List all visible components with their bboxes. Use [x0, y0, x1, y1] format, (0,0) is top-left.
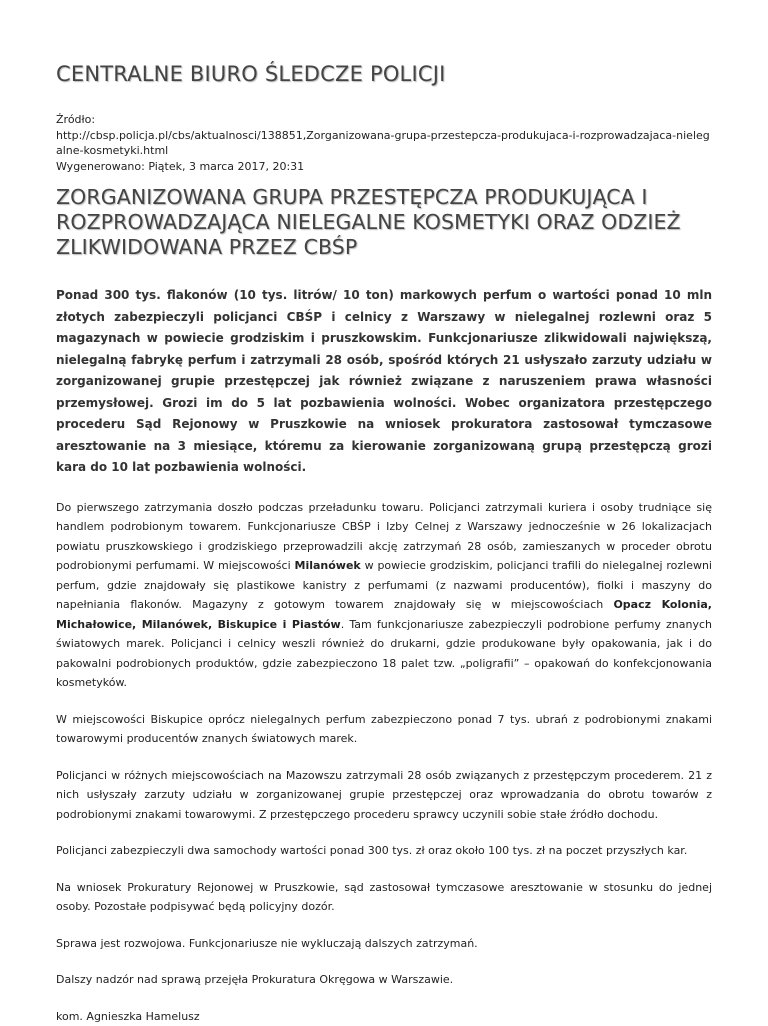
article-author: kom. Agnieszka Hamelusz	[56, 1007, 712, 1026]
paragraph-4: Policjanci zabezpieczyli dwa samochody wartości ponad 300 tys. zł oraz około 100 tys. zł na poczet przyszłych kar.	[56, 841, 712, 861]
paragraph-1	[56, 498, 712, 693]
source-label: Źródło:	[56, 112, 712, 128]
site-title: CENTRALNE BIURO ŚLEDCZE POLICJI	[56, 60, 712, 88]
source-url: http://cbsp.policja.pl/cbs/aktualnosci/138851,Zorganizowana-grupa-przestepcza-produkujaca-i-rozprowadzajaca-nielegalne-kosmetyki.html	[56, 128, 712, 159]
generated-date: Wygenerowano: Piątek, 3 marca 2017, 20:31	[56, 159, 712, 175]
source-meta	[56, 112, 712, 174]
paragraph-1-text-d: . Tam funkcjonariusze zabezpieczyli podrobione perfumy znanych światowych marek. Policjanci i celnicy weszli również do drukarni, gdzie produkowane były opakowania, jak i do pakowalni podrobionych produktów, gdzie zabezpieczono 18 palet tzw. „poligrafii” – opakowań do konfekcjonowania kosmetyków.	[56, 618, 712, 690]
paragraph-1-text-c: w powiecie grodziskim, policjanci trafili do nielegalnej rozlewni perfum, gdzie znajdowały się plastikowe kanistry z perfumami (z nazwami producentów), fiolki i maszyny do napełniania flakonów. Magazyny z gotowym towarem znajdowały się w miejscowościach	[56, 559, 712, 611]
paragraph-5: Na wniosek Prokuratury Rejonowej w Pruszkowie, sąd zastosował tymczasowe aresztowanie w stosunku do jednej osoby. Pozostałe podpisywać będą policyjny dozór.	[56, 878, 712, 917]
paragraph-1-text-a: Do pierwszego zatrzymania doszło podczas przeładunku towaru. Policjanci zatrzymali kuriera i osoby trudniące się handlem podrobionym towarem. Funkcjonariusze CBŚP i Izby Celnej z Warszawy jednocześnie w 26 lokalizacjach powiatu pruszkowskiego i grodziskiego przeprowadzili akcję zatrzymań 28 osób, zamieszanych w proceder obrotu podrobionymi perfumami. W miejscowości	[56, 501, 712, 573]
paragraph-7: Dalszy nadzór nad sprawą przejęła Prokuratura Okręgowa w Warszawie.	[56, 970, 712, 990]
paragraph-6: Sprawa jest rozwojowa. Funkcjonariusze nie wykluczają dalszych zatrzymań.	[56, 934, 712, 954]
article-title: ZORGANIZOWANA GRUPA PRZESTĘPCZA PRODUKUJĄCA I ROZPROWADZAJĄCA NIELEGALNE KOSMETYKI ORAZ ODZIEŻ ZLIKWIDOWANA PRZEZ CBŚP	[56, 185, 712, 260]
article-lead: Ponad 300 tys. flakonów (10 tys. litrów/ 10 ton) markowych perfum o wartości ponad 10 mln złotych zabezpieczyli policjanci CBŚP i celnicy z Warszawy w nielegalnej rozlewni oraz 5 magazynach w powiecie grodziskim i pruszkowskim. Funkcjonariusze zlikwidowali największą, nielegalną fabrykę perfum i zatrzymali 28 osób, spośród których 21 usłyszało zarzuty udziału w zorganizowanej grupie przestępczej jak również związane z naruszeniem prawa własności przemysłowej. Grozi im do 5 lat pozbawienia wolności. Wobec organizatora przestępczego procederu Sąd Rejonowy w Pruszkowie na wniosek prokuratora zastosował tymczasowe aresztowanie na 3 miesiące, któremu za kierowanie zorganizowaną grupą przestępczą grozi kara do 10 lat pozbawienia wolności.	[56, 285, 712, 479]
paragraph-2: W miejscowości Biskupice oprócz nielegalnych perfum zabezpieczono ponad 7 tys. ubrań z podrobionymi znakami towarowymi producentów znanych światowych marek.	[56, 710, 712, 749]
paragraph-1-bold-location: Milanówek	[295, 559, 361, 572]
paragraph-3: Policjanci w różnych miejscowościach na Mazowszu zatrzymali 28 osób związanych z przestępczym procederem. 21 z nich usłyszały zarzuty udziału w zorganizowanej grupie przestępczej oraz wprowadzania do obrotu towarów z podrobionymi znakami towarowymi. Z przestępczego procederu sprawcy uczynili sobie stałe źródło dochodu.	[56, 766, 712, 825]
paragraph-1-bold-locations: Opacz Kolonia, Michałowice, Milanówek, Biskupice i Piastów	[56, 598, 712, 631]
